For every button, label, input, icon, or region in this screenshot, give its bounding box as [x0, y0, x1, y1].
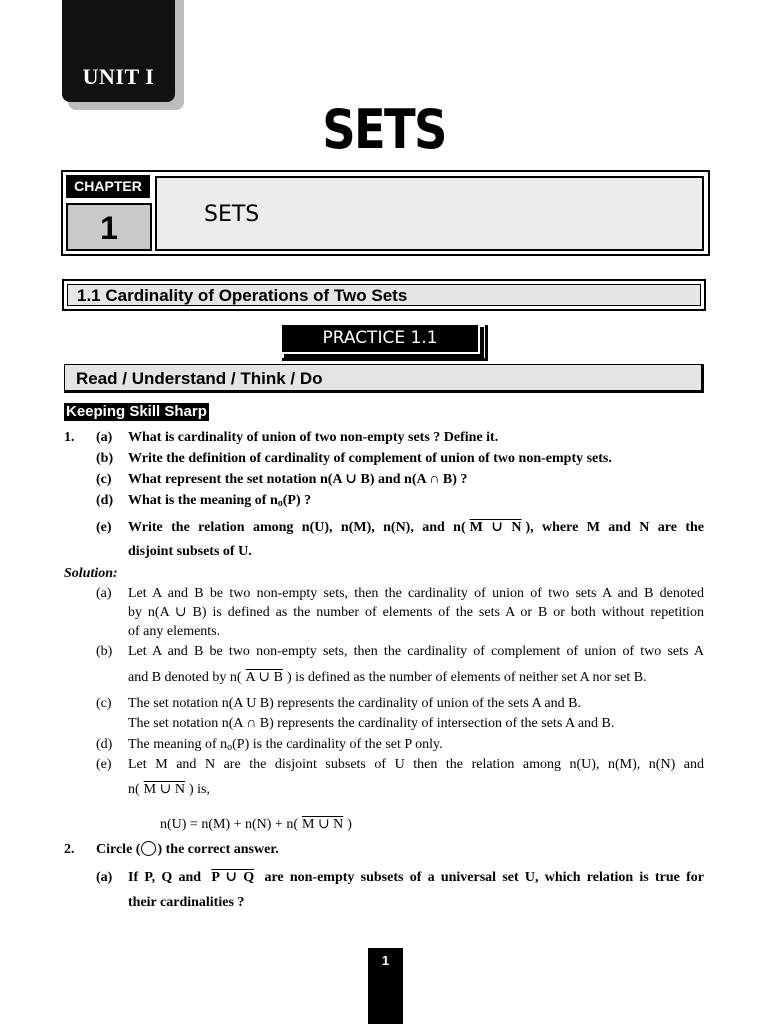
question-text: their cardinalities ?: [128, 895, 245, 910]
solution-text: by n(A ∪ B) is defined as the number of elements of the sets A or B or both without repetition: [128, 605, 704, 620]
text-segment: (P) is the cardinality of the set P only.: [232, 737, 443, 752]
question-text: [128, 869, 704, 886]
solution-part-label: (e): [96, 757, 112, 772]
question-part-label: (a): [96, 430, 113, 445]
solution-text: Let A and B be two non-empty sets, then the cardinality of complement of union of two sets A: [128, 644, 704, 659]
text-segment: Circle (: [96, 842, 141, 857]
unit-tab: [62, 0, 175, 102]
text-segment: What is the meaning of n: [128, 493, 278, 508]
chapter-name-box: [155, 176, 704, 251]
text-segment: ) is,: [188, 782, 210, 797]
question-text: [128, 519, 704, 536]
solution-text: The set notation n(A U B) represents the cardinality of union of the sets A and B.: [128, 696, 581, 711]
read-understand-bar: Read / Understand / Think / Do: [64, 364, 704, 393]
text-segment: and B denoted by n(: [128, 670, 242, 685]
question-part-label: (e): [96, 520, 112, 535]
subscript: o: [227, 742, 233, 753]
text-segment: The meaning of n: [128, 737, 228, 752]
solution-text: Let M and N are the disjoint subsets of U then the relation among n(U), n(M), n(N) and: [128, 757, 704, 772]
solution-text: Let A and B be two non-empty sets, then the cardinality of union of two sets A and B denoted: [128, 586, 704, 601]
chapter-name: SETS: [204, 202, 260, 227]
solution-part-label: (a): [96, 586, 112, 601]
solution-text: of any elements.: [128, 624, 221, 639]
practice-badge: PRACTICE 1.1: [280, 323, 480, 354]
question-number: 2.: [64, 842, 75, 857]
complement-notation: M ∪ N: [302, 817, 344, 832]
solution-part-label: (c): [96, 696, 112, 711]
question-part-label: (a): [96, 870, 113, 885]
solution-part-label: (d): [96, 737, 113, 752]
formula: [160, 816, 352, 833]
text-segment: n(U) = n(M) + n(N) + n(: [160, 817, 298, 832]
question-text: Write the definition of cardinality of complement of union of two non-empty sets.: [128, 451, 612, 466]
complement-notation: M ∪ N: [143, 782, 185, 797]
solution-text: [128, 669, 647, 686]
circle-icon: [141, 841, 156, 856]
question-part-label: (c): [96, 472, 112, 487]
text-segment: ) is defined as the number of elements of neither set A nor set B.: [286, 670, 647, 685]
solution-part-label: (b): [96, 644, 113, 659]
solution-heading: Solution:: [64, 566, 118, 581]
section-title: 1.1 Cardinality of Operations of Two Sets: [67, 284, 701, 306]
text-segment: ): [347, 817, 352, 832]
text-segment: (P) ?: [282, 493, 312, 508]
question-number: 1.: [64, 430, 75, 445]
text-segment: Write the relation among n(U), n(M), n(N), and n(: [128, 520, 466, 535]
section-bar: [62, 279, 706, 311]
skill-label: Keeping Skill Sharp: [66, 403, 207, 420]
complement-notation: A ∪ B: [245, 670, 283, 685]
question-text: What is cardinality of union of two non-empty sets ? Define it.: [128, 430, 499, 445]
complement-notation: P ∪ Q: [211, 870, 255, 885]
chapter-number: 1: [66, 203, 152, 251]
question-text: What represent the set notation n(A ∪ B) and n(A ∩ B) ?: [128, 472, 468, 487]
text-segment: ) the correct answer.: [157, 842, 279, 857]
page-number: 1: [368, 948, 403, 1024]
text-segment: are non-empty subsets of a universal set U, which relation is true for: [258, 870, 704, 885]
page-title: SETS: [322, 98, 446, 161]
text-segment: ), where M and N are the: [525, 520, 704, 535]
question-part-label: (b): [96, 451, 114, 466]
solution-text: [128, 736, 443, 756]
question-part-label: (d): [96, 493, 114, 508]
question-text: [128, 492, 311, 512]
solution-text: The set notation n(A ∩ B) represents the cardinality of intersection of the sets A and B.: [128, 716, 615, 731]
question-text: disjoint subsets of U.: [128, 544, 252, 559]
solution-text: [128, 781, 210, 798]
chapter-label: CHAPTER: [66, 175, 150, 198]
question-text: [96, 841, 279, 858]
unit-label: UNIT I: [82, 64, 155, 89]
complement-notation: M ∪ N: [469, 520, 522, 535]
text-segment: n(: [128, 782, 140, 797]
subscript: o: [277, 498, 283, 509]
text-segment: If P, Q and: [128, 870, 208, 885]
